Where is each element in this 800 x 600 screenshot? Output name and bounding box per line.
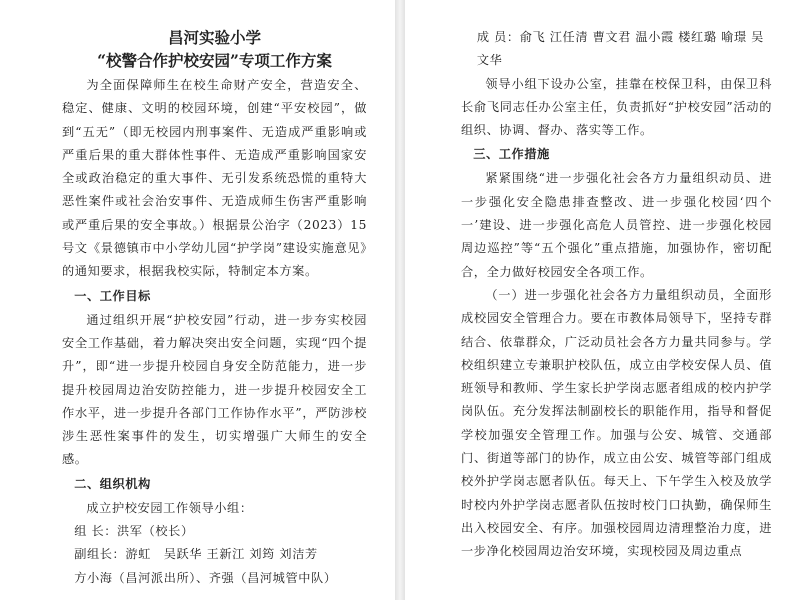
intro-paragraph: 为全面保障师生在校生命财产安全，营造安全、稳定、健康、文明的校园环境，创建“平安校园”，做到“五无”（即无校园内刑事案件、无造成严重影响或严重后果的重大群体性事件、无造成严重影响国家安全或政治稳定的重大事件、无引发系统恐慌的重特大恶性案件或社会治安事件、无造成师生伤害严重影响或严重后果的安全事故。）根据景公治字（2023）15号文《景德镇市中小学幼儿园“护学岗”建设实施意见》的通知要求，根据我校实际，特制定本方案。 — [62, 78, 367, 279]
section-heading-organization: 二、组织机构 — [74, 476, 151, 491]
group-leader-line: 组 长：洪军（校长） — [74, 524, 194, 539]
page-gutter — [395, 0, 405, 600]
deputy-leaders-line: 副组长：游虹 吴跃华 王新江 刘筠 刘洁芳 — [74, 547, 318, 562]
office-paragraph: 领导小组下设办公室，挂靠在校保卫科，由保卫科长俞飞同志任办公室主任，负责抓好“护校安园”活动的组织、协调、督办、落实等工作。 — [461, 76, 772, 138]
plan-title: “校警合作护校安园”专项工作方案 — [97, 51, 332, 70]
measures-intro-paragraph: 紧紧围绕“进一步强化社会各方力量组织动员、进一步强化安全隐患排查整改、进一步强化校园‘四个一’建设、进一步强化高危人员管控、进一步强化校园周边巡控”等“五个强化”重点措施，加强协作，密切配合，全力做好校园安全各项工作。 — [461, 171, 772, 279]
org-intro-paragraph: 成立护校安园工作领导小组： — [86, 500, 253, 515]
section-heading-goals: 一、工作目标 — [74, 288, 151, 303]
measure-one-paragraph: （一）进一步强化社会各方力量组织动员，全面形成校园安全管理合力。要在市教体局领导下，坚持专群结合、依靠群众，广泛动员社会各方力量共同参与。学校组织建立专兼职护校队伍，成立由学校安保人员、值班领导和教师、学生家长护学岗志愿者组成的校内护学岗队伍。充分发挥法制副校长的职能作用，指导和督促学校加强安全管理工作。加强与公安、城管、交通部门、街道等部门的协作，成立由公安、城管等部门组成校外护学岗志愿者队伍。每天上、下午学生入校及放学时校内外护学岗志愿者队伍按时校门口执勤，确保师生出入校园安全、有序。加强校园周边清理整治力度，进一步净化校园周边治安环境，实现校园及周边重点 — [461, 287, 772, 559]
goals-paragraph: 通过组织开展“护校安园”行动，进一步夯实校园安全工作基础，着力解决突出安全问题，实现“四个提升”，即“进一步提升校园自身安全防范能力，进一步提升校园周边治安防控能力，进一步提升校园安全工作水平，进一步提升各部门工作协作水平”，严防涉校涉生恶性案事件的发生，切实增强广大师生的安全感。 — [62, 312, 367, 467]
members-continued: 文华 — [476, 53, 503, 68]
section-heading-measures: 三、工作措施 — [473, 147, 550, 162]
deputy-leaders-continued: 方小海（昌河派出所）、齐强（昌河城管中队） — [74, 570, 337, 585]
document-page-left — [0, 0, 395, 600]
school-name-title: 昌河实验小学 — [167, 28, 261, 47]
members-line: 成 员：俞飞 江任清 曹文君 温小霞 楼红璐 喻璟 吴 — [476, 30, 764, 44]
document-page-right — [405, 0, 800, 600]
